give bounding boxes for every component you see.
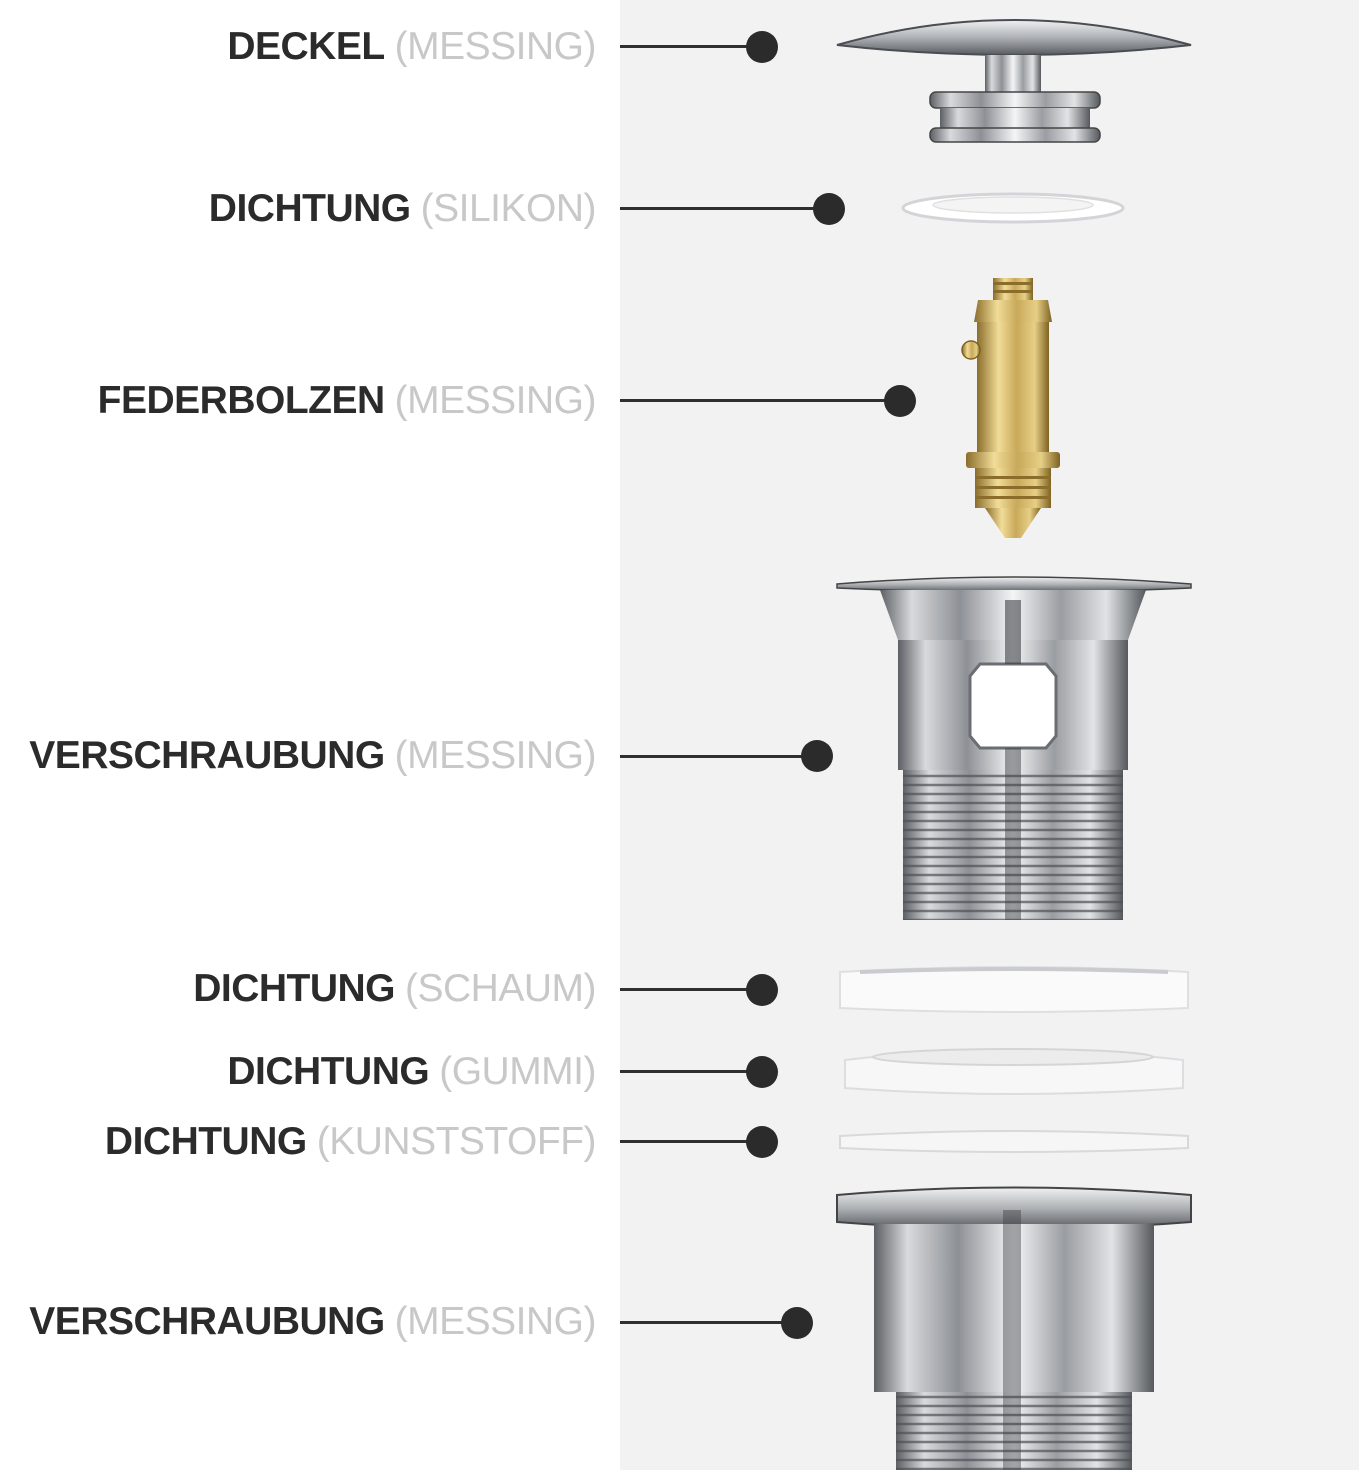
leader-line — [620, 45, 760, 48]
component-name: DICHTUNG — [104, 1120, 307, 1163]
rubber-gasket-part — [845, 1049, 1183, 1094]
leader-dot — [746, 31, 778, 63]
component-material: (KUNSTSTOFF) — [316, 1120, 596, 1163]
component-material: (SILIKON) — [420, 187, 596, 230]
leader-dot — [813, 193, 845, 225]
component-material: (GUMMI) — [439, 1050, 596, 1093]
spring-bolt-part — [962, 278, 1060, 538]
upper-threaded-body-part — [837, 577, 1191, 920]
component-label — [209, 187, 596, 231]
plastic-gasket-part — [840, 1131, 1188, 1152]
component-label — [98, 379, 596, 423]
component-name: DECKEL — [227, 25, 385, 68]
component-row-rubber-gasket — [0, 1042, 620, 1102]
component-label — [193, 967, 596, 1011]
silicone-gasket-part — [903, 194, 1123, 222]
component-row-cap — [0, 17, 620, 77]
leader-line — [620, 399, 895, 402]
component-row-lower-body — [0, 1292, 620, 1352]
component-label — [227, 25, 596, 69]
component-label — [227, 1050, 596, 1094]
foam-gasket-part — [840, 967, 1188, 1012]
leader-dot — [746, 1056, 778, 1088]
component-name: FEDERBOLZEN — [97, 379, 385, 422]
leader-line — [620, 1070, 760, 1073]
component-name: DICHTUNG — [208, 187, 411, 230]
leader-line — [620, 1321, 795, 1324]
component-material: (MESSING) — [394, 734, 596, 777]
component-name: DICHTUNG — [227, 1050, 430, 1093]
component-material: (MESSING) — [394, 379, 596, 422]
component-row-spring-bolt — [0, 371, 620, 431]
component-row-upper-body — [0, 726, 620, 786]
component-material: (SCHAUM) — [405, 967, 596, 1010]
component-label — [105, 1120, 596, 1164]
component-row-plastic-gasket — [0, 1112, 620, 1172]
component-material: (MESSING) — [394, 1300, 596, 1343]
leader-dot — [746, 1126, 778, 1158]
component-label — [29, 1300, 596, 1344]
leader-dot — [746, 974, 778, 1006]
leader-dot — [801, 740, 833, 772]
component-label — [29, 734, 596, 778]
cap-part — [837, 20, 1191, 142]
leader-dot — [884, 385, 916, 417]
leader-line — [620, 207, 825, 210]
component-material: (MESSING) — [394, 25, 596, 68]
component-name: DICHTUNG — [193, 967, 396, 1010]
leader-line — [620, 755, 815, 758]
leader-dot — [781, 1307, 813, 1339]
component-row-silicone-gasket — [0, 179, 620, 239]
component-name: VERSCHRAUBUNG — [29, 734, 385, 777]
component-row-foam-gasket — [0, 959, 620, 1019]
lower-threaded-body-part — [837, 1188, 1191, 1470]
leader-line — [620, 988, 760, 991]
component-name: VERSCHRAUBUNG — [29, 1300, 385, 1343]
leader-line — [620, 1140, 760, 1143]
